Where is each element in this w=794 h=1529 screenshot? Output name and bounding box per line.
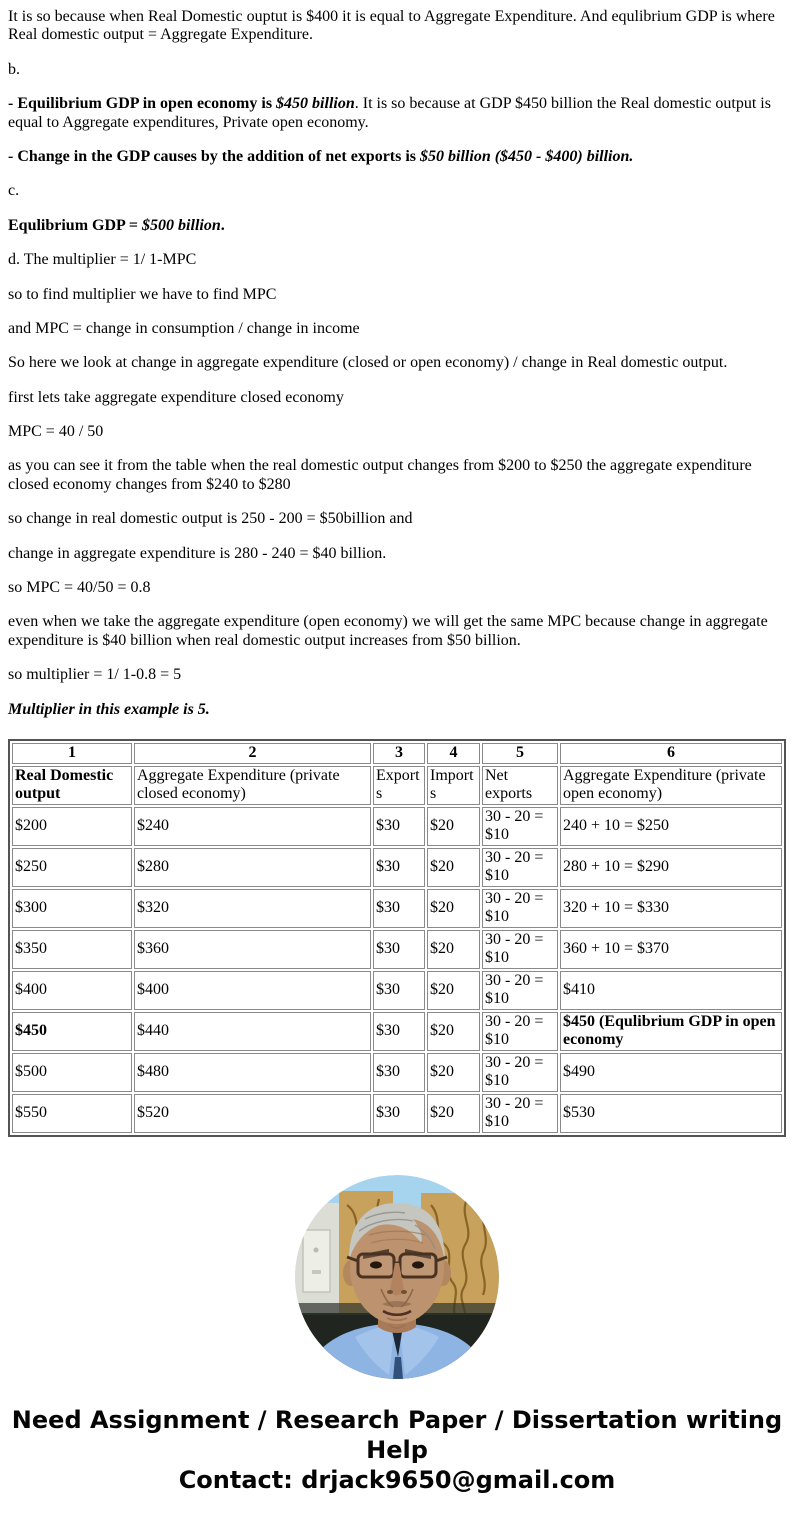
table-cell: $30 (373, 807, 425, 846)
table-cell: $250 (12, 848, 132, 887)
text-segment: so multiplier = 1/ 1-0.8 = 5 (8, 666, 182, 684)
table-cell: $20 (427, 848, 480, 887)
paragraph (8, 423, 786, 441)
column-number: 6 (560, 743, 782, 764)
tutor-photo (8, 1175, 786, 1379)
column-number: 2 (134, 743, 371, 764)
text-segment: and MPC = change in consumption / change in income (8, 319, 360, 337)
text-segment: so MPC = 40/50 = 0.8 (8, 579, 151, 597)
table-cell: $360 (134, 930, 371, 969)
table-cell: $30 (373, 1012, 425, 1051)
table-row (12, 971, 782, 1010)
table-header-row (12, 766, 782, 805)
table-cell: $400 (134, 971, 371, 1010)
paragraph (8, 457, 786, 494)
table-cell: 30 - 20 = $10 (482, 807, 558, 846)
paragraph (8, 510, 786, 528)
table-cell: $320 (134, 889, 371, 928)
table-cell: $20 (427, 1094, 480, 1133)
table-cell: $450 (12, 1012, 132, 1051)
table-cell: $400 (12, 971, 132, 1010)
paragraph (8, 389, 786, 407)
column-number: 3 (373, 743, 425, 764)
paragraph (8, 320, 786, 338)
table-cell: $550 (12, 1094, 132, 1133)
text-segment: d. The multiplier = 1/ 1-MPC (8, 251, 197, 269)
text-segment: - Equilibrium GDP in open economy is (8, 95, 277, 113)
text-segment: . It is so because at GDP $450 billion the Real domestic output is equal to Aggregate expenditures, Private open economy. (8, 95, 771, 131)
table-cell: $30 (373, 1094, 425, 1133)
table-cell: $240 (134, 807, 371, 846)
table-cell: 240 + 10 = $250 (560, 807, 782, 846)
text-segment: as you can see it from the table when the real domestic output changes from $200 to $250 the aggregate expenditure closed economy changes from $240 to $280 (8, 457, 752, 493)
column-number: 1 (12, 743, 132, 764)
paragraph (8, 217, 786, 235)
text-segment: change in aggregate expenditure is 280 - 240 = $40 billion. (8, 544, 387, 562)
table-cell: $280 (134, 848, 371, 887)
table-cell: $440 (134, 1012, 371, 1051)
table-cell: 280 + 10 = $290 (560, 848, 782, 887)
table-cell: 360 + 10 = $370 (560, 930, 782, 969)
table-cell: 30 - 20 = $10 (482, 848, 558, 887)
paragraph (8, 251, 786, 269)
table-cell: $20 (427, 1053, 480, 1092)
table-cell: $350 (12, 930, 132, 969)
table-cell: $410 (560, 971, 782, 1010)
paragraph (8, 148, 786, 166)
text-segment: first lets take aggregate expenditure closed economy (8, 388, 344, 406)
text-segment: so to find multiplier we have to find MPC (8, 285, 277, 303)
text-segment: It is so because when Real Domestic ouptut is $400 it is equal to Aggregate Expenditure. And equlibrium GDP is where Real domestic output = Aggregate Expenditure. (8, 8, 775, 44)
table-cell: 30 - 20 = $10 (482, 1053, 558, 1092)
table-cell: $490 (560, 1053, 782, 1092)
column-number: 5 (482, 743, 558, 764)
answer-text (8, 8, 786, 719)
table-cell: $200 (12, 807, 132, 846)
text-segment: $450 billion (276, 95, 355, 113)
expenditure-table (8, 739, 786, 1137)
paragraph (8, 61, 786, 79)
table-cell: 320 + 10 = $330 (560, 889, 782, 928)
text-segment: . (220, 216, 225, 234)
column-header: Imports (427, 766, 480, 805)
text-segment: even when we take the aggregate expenditure (open economy) we will get the same MPC because change in aggregate expenditure is $40 billion when real domestic output increases from $50 billion. (8, 613, 768, 649)
table-cell: $450 (Equlibrium GDP in open economy (560, 1012, 782, 1051)
text-segment: So here we look at change in aggregate expenditure (closed or open economy) / change in Real domestic output. (8, 354, 728, 372)
table-cell: $30 (373, 971, 425, 1010)
paragraph (8, 8, 786, 45)
table-cell: $30 (373, 1053, 425, 1092)
table-cell: 30 - 20 = $10 (482, 930, 558, 969)
table-cell: 30 - 20 = $10 (482, 971, 558, 1010)
text-segment: Equlibrium GDP = (8, 216, 143, 234)
table-cell: $20 (427, 971, 480, 1010)
table-row (12, 889, 782, 928)
table-cell: $500 (12, 1053, 132, 1092)
table-cell: $520 (134, 1094, 371, 1133)
document-page (8, 8, 786, 1521)
table-cell: 30 - 20 = $10 (482, 1012, 558, 1051)
paragraph (8, 701, 786, 719)
paragraph (8, 354, 786, 372)
paragraph (8, 579, 786, 597)
table-cell: $20 (427, 889, 480, 928)
text-segment: so change in real domestic output is 250 - 200 = $50billion and (8, 510, 413, 528)
table-cell: $300 (12, 889, 132, 928)
table-cell: $20 (427, 1012, 480, 1051)
table-row (12, 1094, 782, 1133)
table-row (12, 807, 782, 846)
column-header: Aggregate Expenditure (private open economy) (560, 766, 782, 805)
text-segment: $500 billion (142, 216, 221, 234)
tutor-portrait-image (295, 1175, 499, 1379)
table-row (12, 930, 782, 969)
column-header: Net exports (482, 766, 558, 805)
column-number: 4 (427, 743, 480, 764)
text-segment: - Change in the GDP causes by the addition of net exports is (8, 147, 421, 165)
column-header: Exports (373, 766, 425, 805)
table-row (12, 848, 782, 887)
column-header: Aggregate Expenditure (private closed economy) (134, 766, 371, 805)
text-segment: b. (8, 60, 20, 78)
paragraph (8, 666, 786, 684)
table-cell: $20 (427, 930, 480, 969)
paragraph (8, 545, 786, 563)
table-row (12, 1012, 782, 1051)
text-segment: Multiplier in this example is 5. (8, 700, 210, 718)
table-cell: $530 (560, 1094, 782, 1133)
promo-contact-email: Contact: drjack9650@gmail.com (178, 1465, 616, 1494)
paragraph (8, 95, 786, 132)
paragraph (8, 286, 786, 304)
table-cell: $30 (373, 848, 425, 887)
table-cell: 30 - 20 = $10 (482, 1094, 558, 1133)
table-cell: $480 (134, 1053, 371, 1092)
paragraph (8, 613, 786, 650)
table-cell: $30 (373, 930, 425, 969)
table-row (12, 1053, 782, 1092)
text-segment: MPC = 40 / 50 (8, 423, 104, 441)
paragraph (8, 182, 786, 200)
text-segment: $50 billion ($450 - $400) billion. (420, 147, 634, 165)
promo-footer (8, 1405, 786, 1521)
text-segment: c. (8, 182, 20, 200)
table-column-number-row (12, 743, 782, 764)
table-cell: $30 (373, 889, 425, 928)
promo-headline: Need Assignment / Research Paper / Dissertation writing Help (11, 1405, 783, 1464)
table-cell: 30 - 20 = $10 (482, 889, 558, 928)
column-header: Real Domestic output (12, 766, 132, 805)
table-cell: $20 (427, 807, 480, 846)
